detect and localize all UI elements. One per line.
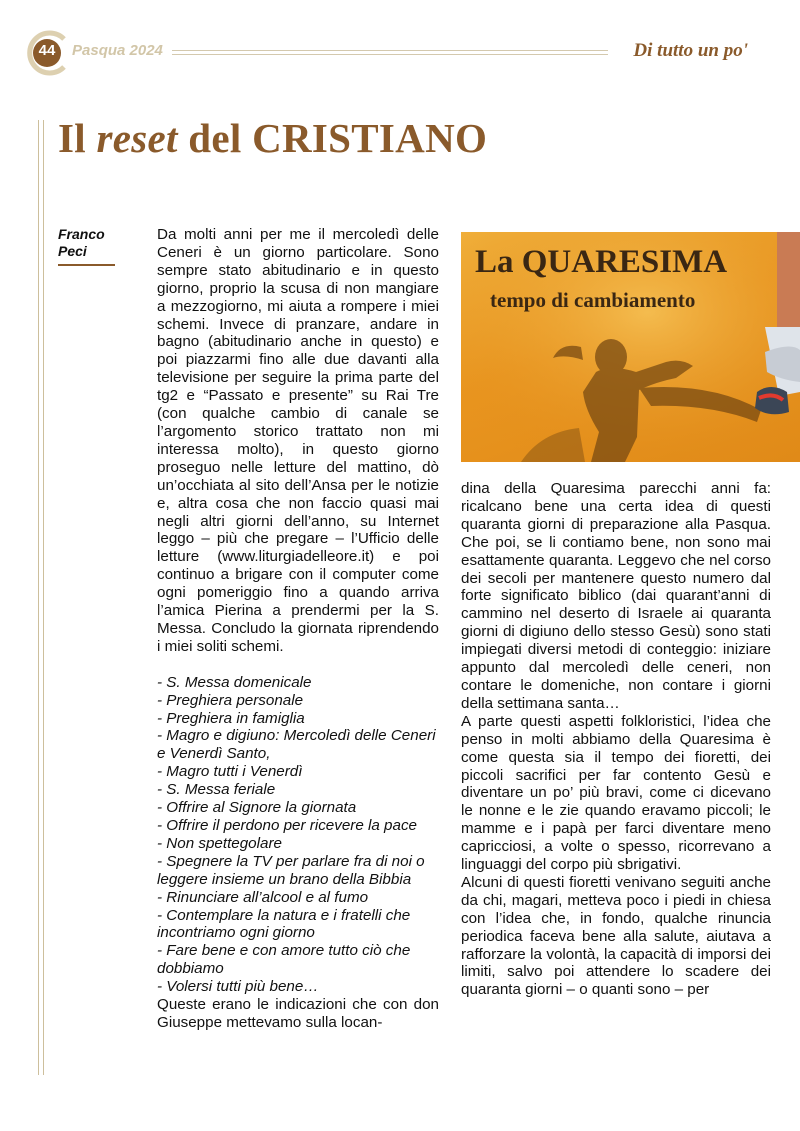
author-last-name: Peci [58,243,87,259]
list-item: - Rinunciare all’alcool e al fumo [157,888,369,906]
paragraph: Da molti anni per me il mercoledì delle Ceneri è un giorno particolare. Sono sempre stato abitudinario e in questo giorno, proprio la scusa di non mangiare a mezzogiorno, mi aiuta a rompere i miei schemi. Invece di pranzare, andare in bagno (abitudinario anche in questo) e poi piazzarmi fino alle due davanti alla televisione per seguire la prima parte del tg2 e “Passato e presente” su Rai Tre (con qualche cambio di canale se l’argomento storico trattato non mi interessa molto), in questo giorno proseguo nelle letture del mattino, dò un’occhiata al sito dell’Ansa per le notizie e, altra cosa che non faccio quasi mai negli altri giorni dell’anno, su Internet leggo – più che pregare – l’Ufficio delle letture (www.liturgiadelleore.it) e poi continuo a brigare con il computer come ogni pomeriggio fino a quando arriva l’amica Pierina a prendermi per la S. Messa. Concludo la giornata riprendendo i miei soliti schemi. [157,226,439,655]
list-item: - Non spettegolare [157,834,282,852]
list-item: - Offrire al Signore la giornata [157,799,357,817]
list-item: - Preghiera personale [157,691,304,709]
list-item: - Magro tutti i Venerdì [157,763,303,781]
paragraph: A parte questi aspetti folkloristici, l’idea che penso in molti abbiamo della Quaresima è come questa sia il tempo dei fioretti, dei piccoli sacrifici per far contento Gesù e diventare un po’ più bravi, come ci dicevano le nonne e le zie quando eravamo piccoli; le mamme e i papà per farci diventare meno capricciosi, a volte o spesso, ricorrevano a linguaggi del corpo più sbrigativi. [461,712,771,874]
page-number: 44 [38,42,56,59]
article-title: Il reset del CRISTIANO [58,115,488,161]
list-item: - Volersi tutti più bene… [157,978,319,996]
paragraph: Queste erano le indicazioni che con don Giuseppe mettevamo sulla locan- [157,996,439,1031]
header-rule [172,54,608,55]
header-rule [172,50,608,51]
list-item: - S. Messa domenicale [157,673,312,691]
quaresima-image [461,232,800,462]
author-underline [58,264,115,266]
author-first-name: Franco [58,226,105,242]
list-item: - Spegnere la TV per parlare fra di noi o leggere insieme un brano della Bibbia [157,852,425,888]
image-subtitle: tempo di cambiamento [490,288,696,312]
resolutions-list [157,674,439,996]
list-item: - S. Messa feriale [157,781,276,799]
list-item: - Offrire il perdono per ricevere la pace [157,817,417,834]
author-byline [58,226,116,266]
paragraph: dina della Quaresima parecchi anni fa: ricalcano bene una certa idea di questi quaranta giorni di preparazione alla Pasqua. Che poi, se li contiamo bene, non sono mai esattamente quaranta. Leggevo che nel corso dei secoli per mantenere questo numero dal forte significato biblico (dai quarant’anni di cammino nel deserto di Israele ai quaranta giorni di digiuno dello stesso Gesù) sono stati impiegati diversi metodi di conteggio: iniziare appunto dal mercoledì delle ceneri, non contare le domeniche, non contare i giorni della settimana santa… [461,480,771,712]
body-column-left [157,226,439,1032]
list-item: - Magro e digiuno: Mercoledì delle Ceneri e Venerdì Santo, [157,727,436,763]
paragraph: Alcuni di questi fioretti venivano seguiti anche da chi, magari, metteva poco i piedi in chiesa con l’idea che, in fondo, qualche rinuncia periodica faceva bene alla salute, aiutava a rafforzare la volontà, la capacità di imporsi dei limiti, salvo poi attendere lo scadere dei quaranta giorni – o quanti sono – per [461,873,771,999]
list-item: - Contemplare la natura e i fratelli che incontriamo ogni giorno [157,906,411,942]
margin-rule [38,120,39,1075]
body-column-right [461,480,771,999]
image-title: La QUARESIMA [475,244,728,280]
list-item: - Fare bene e con amore tutto ciò che dobbiamo [157,942,411,978]
section-title: Di tutto un po' [633,40,748,61]
list-item: - Preghiera in famiglia [157,709,305,727]
margin-rule [43,120,44,1075]
issue-label: Pasqua 2024 [72,42,163,59]
